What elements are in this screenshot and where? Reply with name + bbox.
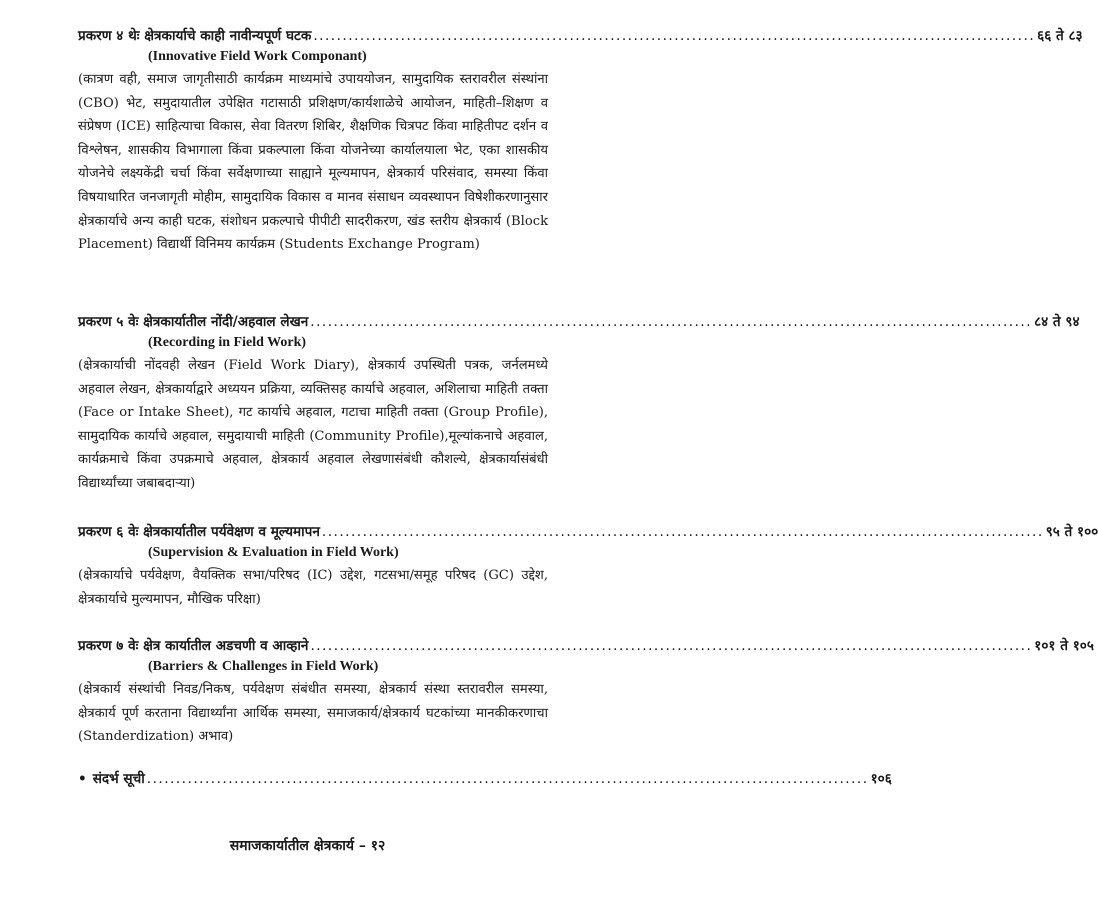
page-range: १०६ (870, 771, 892, 787)
page-footer: समाजकार्यातील क्षेत्रकार्य – १२ (229, 838, 386, 854)
chapter-heading (78, 26, 1083, 46)
bibliography-title: संदर्भ सूची (92, 771, 145, 787)
page-range: ९५ ते १०० (1045, 524, 1098, 540)
chapter-heading (78, 636, 1094, 656)
chapter-title: प्रकरण ६ वेः क्षेत्रकार्यातील पर्यवेक्षण व मूल्यमापन (78, 524, 320, 540)
chapter-description: (क्षेत्रकार्य संस्थांची निवड/निकष, पर्यवेक्षण संबंधीत समस्या, क्षेत्रकार्य संस्था स्तरावरील समस्या, क्षेत्रकार्य पूर्ण करताना विद्यार्थ्यांना आर्थिक समस्या, समाजकार्य/क्षेत्रकार्य घटकांच्या मानकीकरणाचा (Standerdization) अभाव) (78, 682, 548, 745)
page-range: ६६ ते ८३ (1037, 28, 1083, 44)
chapter-7 (78, 636, 1094, 749)
chapter-5 (78, 312, 1080, 496)
leader-dots: ............................................................................................................................ (321, 524, 1044, 540)
chapter-description: (क्षेत्रकार्याचे पर्यवेक्षण, वैयक्तिक सभा/परिषद (IC) उद्देश, गटसभा/समूह परिषद (GC) उद्देश, क्षेत्रकार्याचे मुल्यमापन, मौखिक परिक्षा) (78, 568, 548, 607)
leader-dots: ............................................................................................................................ (310, 638, 1033, 654)
chapter-title: प्रकरण ७ वेः क्षेत्र कार्यातील अडचणी व आव्हाने (78, 638, 309, 654)
page-range: ८४ ते ९४ (1034, 314, 1080, 330)
chapter-description: (कात्रण वही, समाज जागृतीसाठी कार्यक्रम माध्यमांचे उपाययोजन, सामुदायिक स्तरावरील संस्थांना (CBO) भेट, समुदायातील उपेक्षित गटासाठी प्रशिक्षण/कार्यशाळेचे आयोजन, माहिती–शिक्षण व संप्रेषण (ICE) साहित्याचा विकास, सेवा वितरण शिबिर, शैक्षणिक चित्रपट किंवा माहितीपट दर्शन व विश्लेषन, शासकीय विभागाला किंवा प्रकल्पाला किंवा योजनेच्या कार्यालयाला भेट, एका शासकीय योजनेचे लक्ष्यकेंद्री चर्चा किंवा सर्वेक्षणाच्या साह्याने मूल्यमापन, क्षेत्रकार्य परिसंवाद, समस्या किंवा विषयाधारित जनजागृती मोहीम, सामुदायिक विकास व मानव संसाधन व्यवस्थापन विषेशीकरणानुसार क्षेत्रकार्याचे अन्य काही घटक, संशोधन प्रकल्पाचे पीपीटी सादरीकरण, खंड स्तरीय क्षेत्रकार्य (Block Placement) विद्यार्थी विनिमय कार्यक्रम (Students Exchange Program) (78, 72, 548, 253)
page-range: १०१ ते १०५ (1034, 638, 1094, 654)
chapter-title: प्रकरण ५ वेः क्षेत्रकार्यातील नोंदी/अहवाल लेखन (78, 314, 309, 330)
leader-dots: ............................................................................................................................ (310, 314, 1033, 330)
chapter-title: प्रकरण ४ थेः क्षेत्रकार्याचे काही नावीन्यपूर्ण घटक (78, 28, 312, 44)
chapter-heading (78, 312, 1080, 332)
chapter-heading (78, 522, 1098, 542)
chapter-description: (क्षेत्रकार्याची नोंदवही लेखन (Field Work Diary), क्षेत्रकार्य उपस्थिती पत्रक, जर्नलमध्ये अहवाल लेखन, क्षेत्रकार्याद्वारे अध्ययन प्रक्रिया, व्यक्तिसह कार्याचे अहवाल, अशिलाचा माहिती तक्ता (Face or Intake Sheet), गट कार्याचे अहवाल, गटाचा माहिती तक्ता (Group Profile), सामुदायिक कार्याचे अहवाल, समुदायाची माहिती (Community Profile),मूल्यांकनाचे अहवाल, कार्यक्रमाचे किंवा उपक्रमाचे अहवाल, क्षेत्रकार्य अहवाल लेखणासंबंधी कौशल्ये, क्षेत्रकार्यासंबंधी विद्यार्थ्यांच्या जबाबदाऱ्या) (78, 358, 548, 491)
leader-dots: ............................................................................................................................ (313, 28, 1036, 44)
chapter-english-title: (Barriers & Challenges in Field Work) (148, 659, 379, 674)
chapter-english-title: (Supervision & Evaluation in Field Work) (148, 545, 399, 560)
bibliography-entry (78, 768, 892, 787)
chapter-english-title: (Recording in Field Work) (148, 335, 307, 350)
bullet-icon: • (78, 771, 87, 787)
leader-dots: ............................................................................................................................ (146, 771, 869, 787)
chapter-6 (78, 522, 1098, 611)
chapter-4 (78, 26, 1083, 257)
chapter-english-title: (Innovative Field Work Componant) (148, 49, 367, 64)
